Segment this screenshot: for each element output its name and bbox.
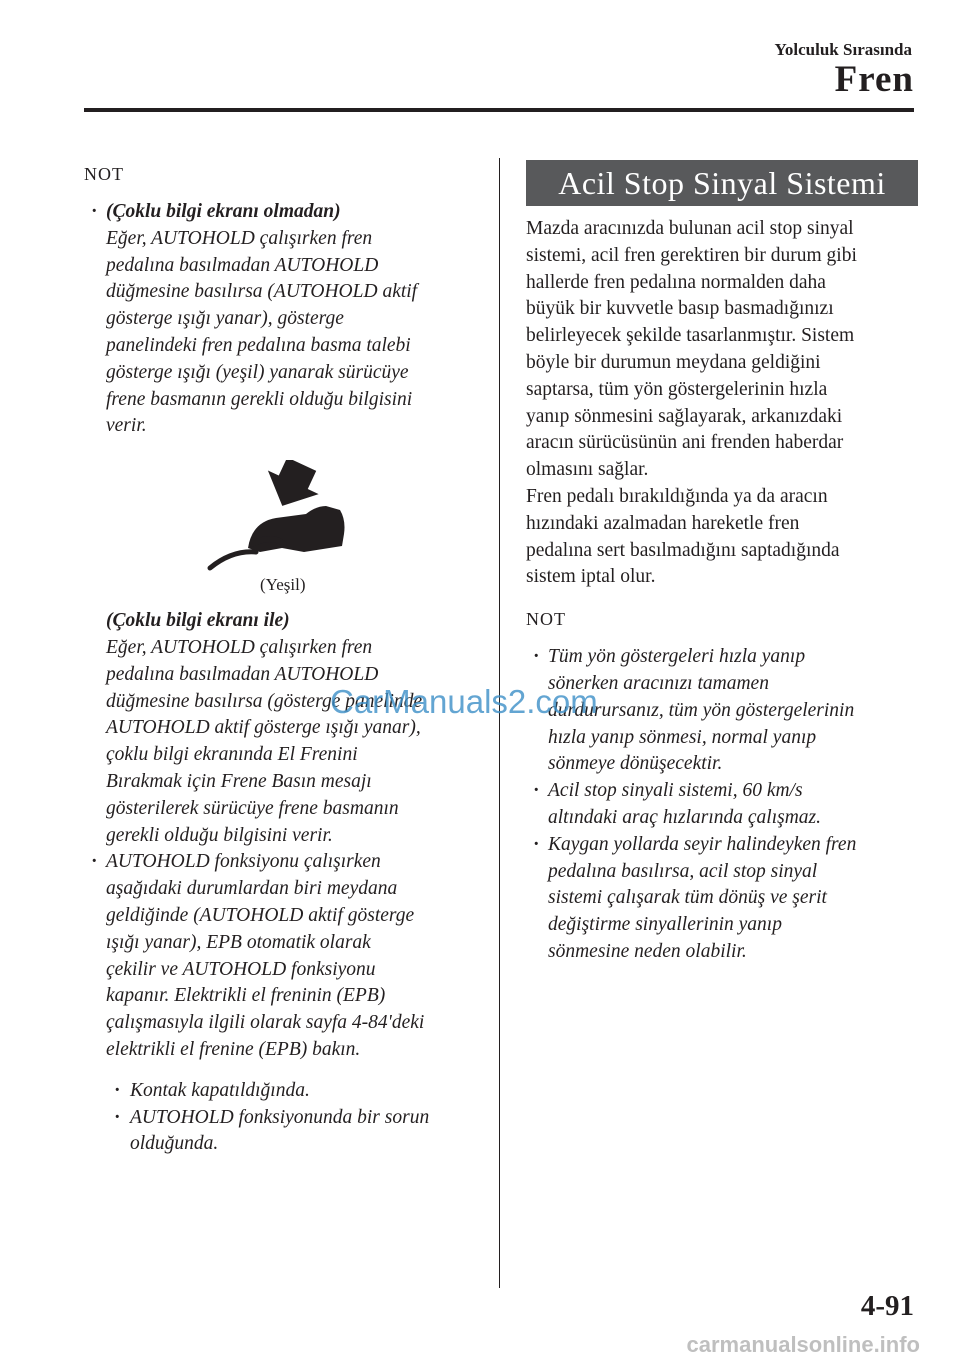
text-line: gösterilerek sürücüye frene basmanın [106,797,399,819]
note-bullet-hazard-stop: · Tüm yön göstergeleri hızla yanıp [526,644,918,671]
text-line: aşağıdaki durumlardan biri meydana [106,878,398,900]
text-line: elektrikli el frenine (EPB) bakın. [106,1038,361,1060]
text-line: panelindeki fren pedalına basma talebi [106,334,411,356]
page-number: 4-91 [860,1290,914,1322]
text-line: pedalına basılmadan AUTOHOLD [106,663,379,685]
bullet-text-with-display [84,608,484,849]
text-line: Eğer, AUTOHOLD çalışırken fren [106,636,373,658]
text-line: belirleyecek şekilde tasarlanmıştır. Sistem [526,325,855,347]
brake-pedal-icon [204,460,354,572]
bullet-text-autohold-epb [84,876,484,1064]
text-line: hızındaki azalmadan hareketle fren [526,512,800,534]
text-line: düğmesine basılırsa (gösterge panelinde [106,690,423,712]
sub-bullet-ignition-off: · Kontak kapatıldığında. [84,1078,484,1105]
text-line: altındaki araç hızlarında çalışmaz. [548,806,821,828]
text-line: gösterge ışığı yanar), gösterge [106,308,344,330]
header-rule [84,108,914,112]
text-line: olmasını sağlar. [526,459,649,481]
text-line: düğmesine basılırsa (AUTOHOLD aktif [106,281,418,303]
text-line: aracın sürücüsünün ani frenden haberdar [526,432,844,454]
text-line: çekilir ve AUTOHOLD fonksiyonu [106,958,376,980]
footer-site-mark: carmanualsonline.info [686,1332,920,1357]
text-line: sönmeye dönüşecektir. [548,753,723,775]
note-block [84,199,484,1158]
section-title: Acil Stop Sinyal Sistemi [526,160,918,206]
text-line: hızla yanıp sönmesi, normal yanıp [548,726,817,748]
right-column [526,160,918,966]
note-bullet-slippery-road: · Kaygan yollarda seyir halindeyken fren [526,832,918,859]
text-line: ışığı yanar), EPB otomatik olarak [106,931,371,953]
text-line: çalışmasıyla ilgili olarak sayfa 4-84'deki [106,1012,425,1034]
text-line: sistem iptal olur. [526,566,656,588]
text-line: sistemi, acil fren gerektiren bir durum gibi [526,244,857,266]
text-line: AUTOHOLD aktif gösterge ışığı yanar), [106,717,421,739]
sub-bullet-autohold-fault: · AUTOHOLD fonksiyonunda bir sorun [84,1105,484,1132]
bullet-heading-with-display: (Çoklu bilgi ekranı ile) [106,610,290,632]
text-line: pedalına sert basılmadığını saptadığında [526,539,840,561]
text-line: geldiğinde (AUTOHOLD aktif gösterge [106,904,415,926]
note-label: NOT [84,164,124,184]
text-line: çoklu bilgi ekranında El Frenini [106,744,358,766]
brake-pedal-indicator [84,460,484,600]
column-divider [499,158,500,1288]
left-column [84,160,484,1158]
text-line: Fren pedalı bırakıldığında ya da aracın [526,485,828,507]
text-line: sönerken aracınızı tamamen [548,672,769,694]
text-line: değiştirme sinyallerinin yanıp [548,914,782,936]
text-line: kapanır. Elektrikli el freninin (EPB) [106,985,386,1007]
bullet-heading-without-display: · (Çoklu bilgi ekranı olmadan) [84,199,484,226]
text-line: saptarsa, tüm yön göstergelerinin hızla [526,378,828,400]
text-line: pedalına basılırsa, acil stop sinyal [548,860,818,882]
bullet-text-without-display [84,226,484,440]
text-line: frene basmanın gerekli olduğu bilgisini [106,388,413,410]
text-line: sistemi çalışarak tüm dönüş ve şerit [548,887,827,909]
text-line: pedalına basılmadan AUTOHOLD [106,254,379,276]
header-section-label: Yolculuk Sırasında [774,40,912,59]
note-bullet-text [526,859,918,966]
section-paragraph [526,216,918,591]
note-bullet-speed-limit: · Acil stop sinyali sistemi, 60 km/s [526,778,918,805]
text-line: Eğer, AUTOHOLD çalışırken fren [106,227,373,249]
note-label: NOT [526,609,566,630]
text-line: böyle bir durumun meydana geldiğini [526,351,821,373]
text-line: Bırakmak için Frene Basın mesajı [106,770,372,792]
header-title: Fren [834,59,914,100]
text-line: verir. [106,415,147,437]
text-line: yanıp sönmesini sağlayarak, arkanızdaki [526,405,843,427]
text-line: gerekli olduğu bilgisini verir. [106,824,333,846]
text-line: gösterge ışığı (yeşil) yanarak sürücüye [106,361,409,383]
watermark-text: CarManuals2.com [330,683,598,720]
text-line: olduğunda. [130,1133,219,1155]
text-line: sönmesine neden olabilir. [548,940,747,962]
bullet-autohold-epb: · AUTOHOLD fonksiyonu çalışırken [84,849,484,876]
text-line: büyük bir kuvvetle basıp basmadığınızı [526,298,834,320]
text-line: hallerde fren pedalına normalden daha [526,271,826,293]
icon-caption-green: (Yeşil) [260,575,306,595]
text-line: durdurursanız, tüm yön göstergelerinin [548,699,855,721]
text-line: Mazda aracınızda bulunan acil stop sinyal [526,218,854,239]
